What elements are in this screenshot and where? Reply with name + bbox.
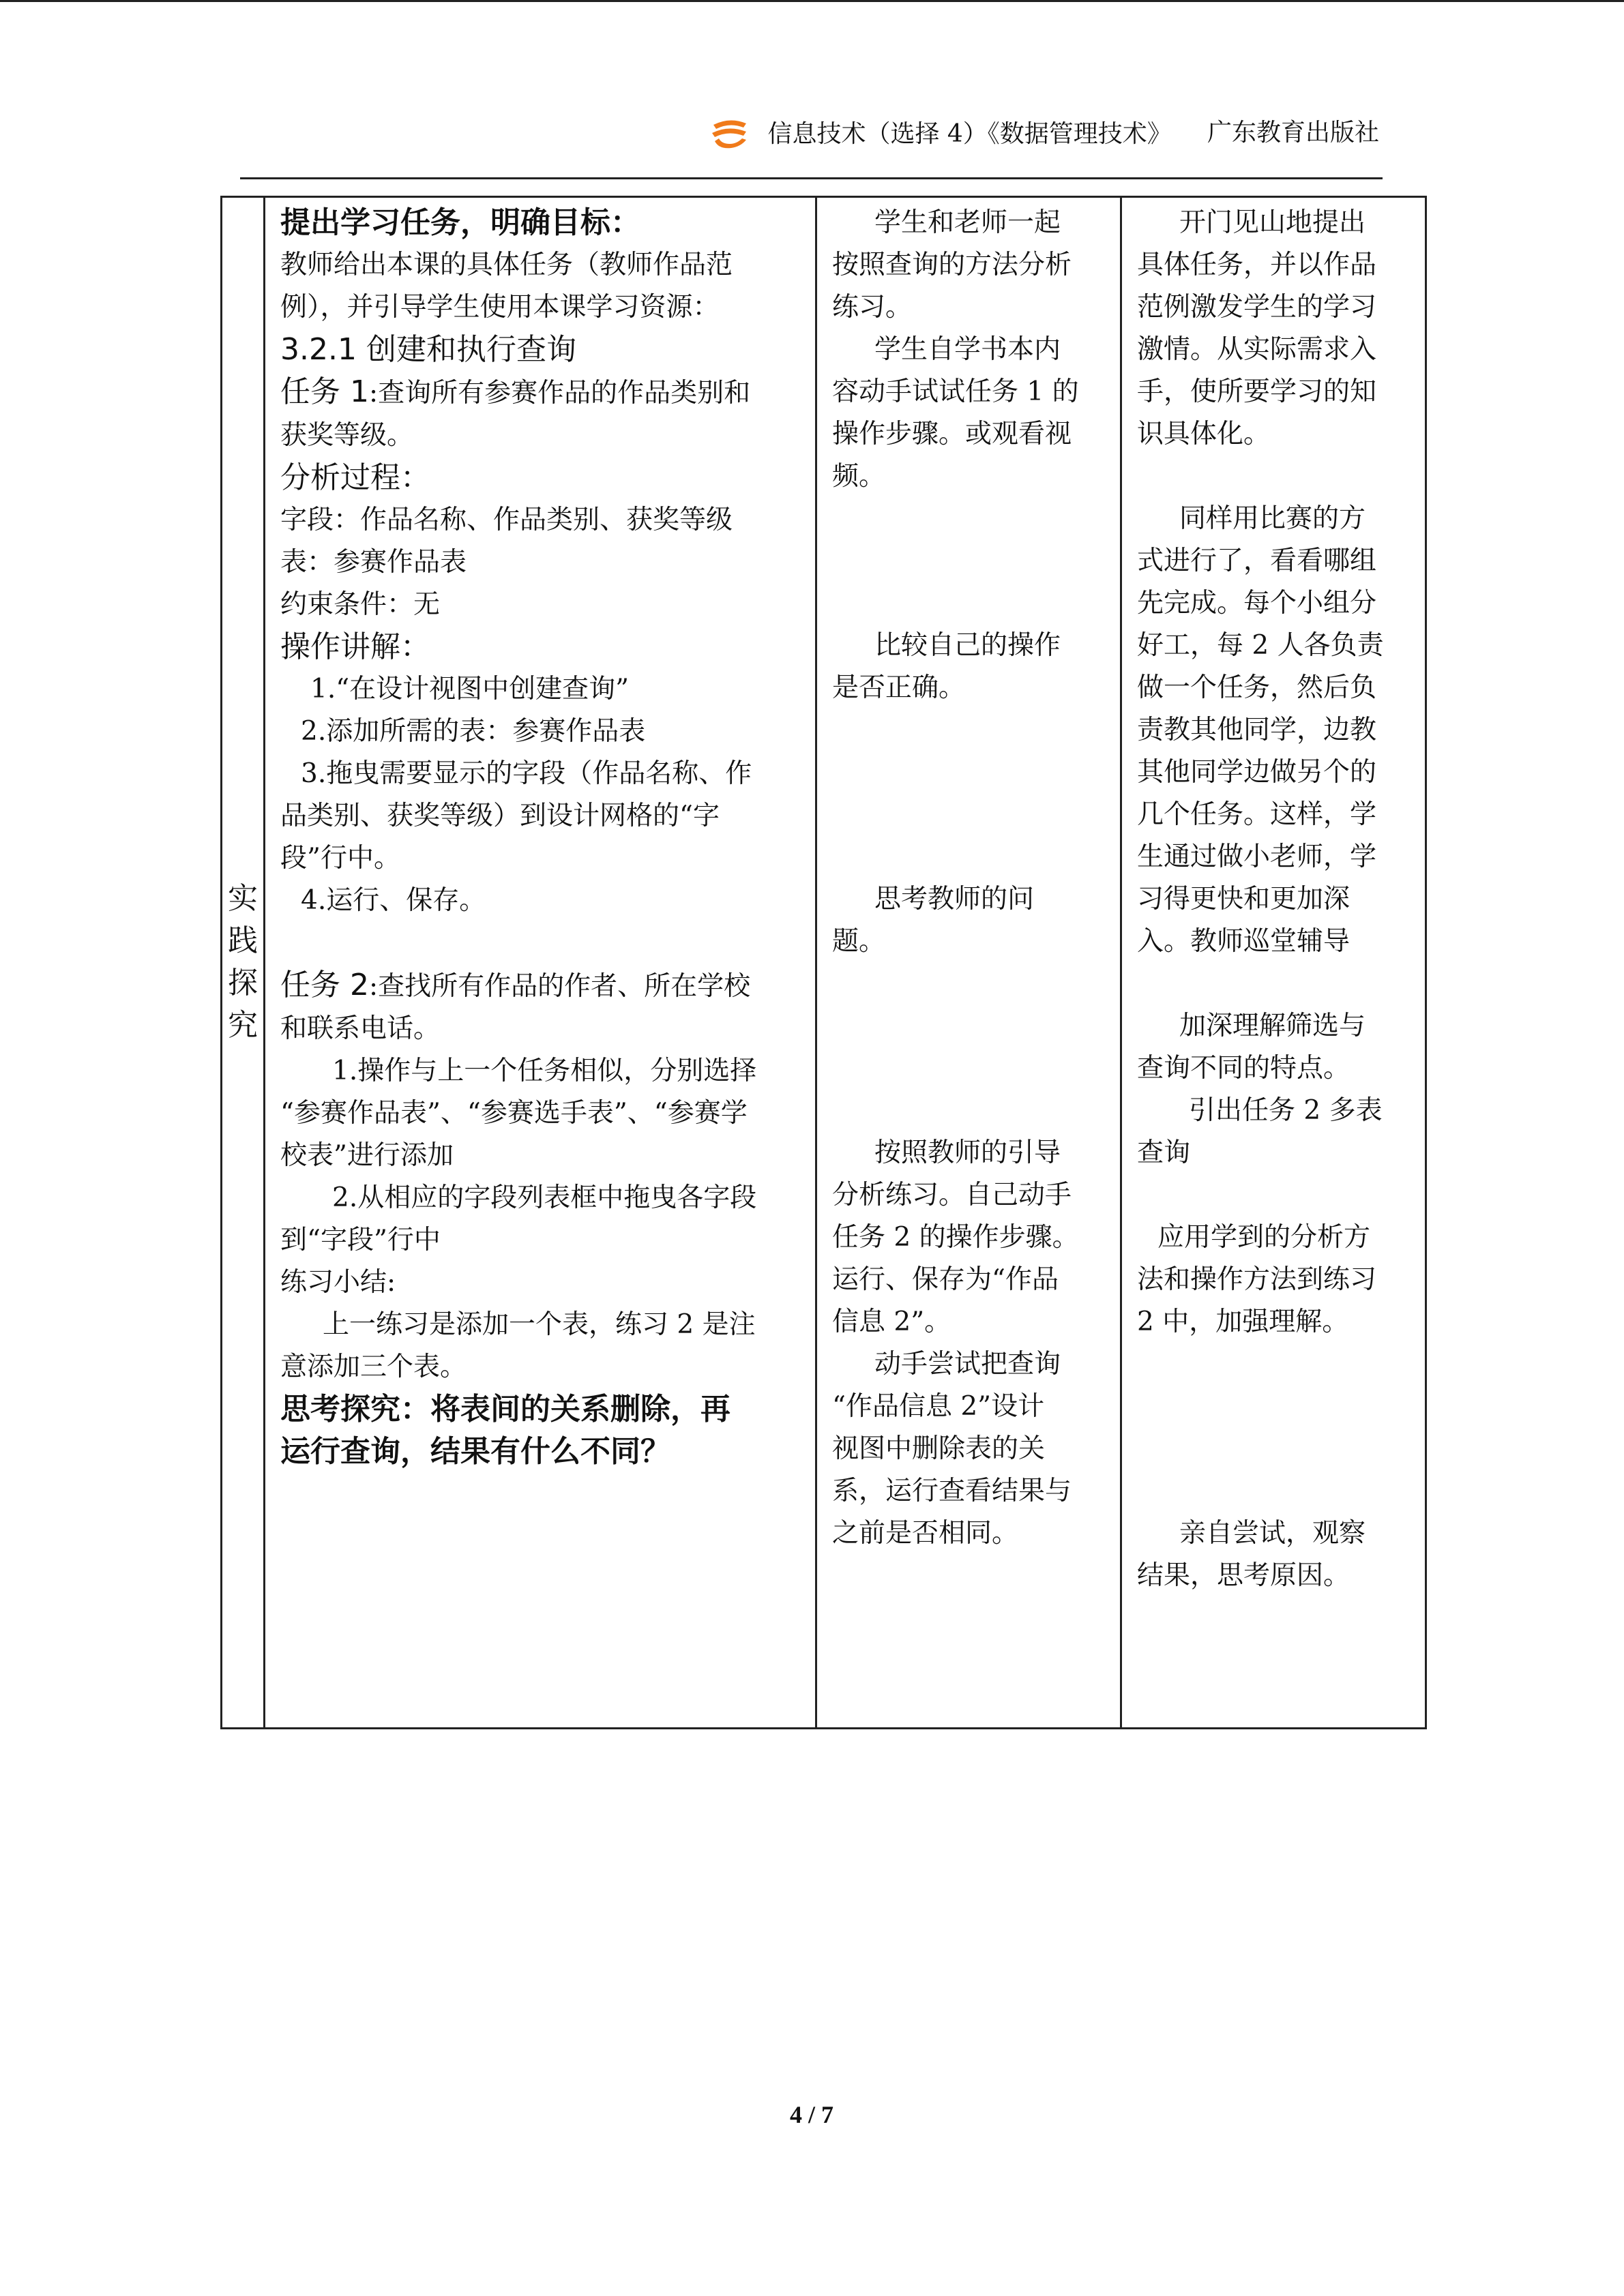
design-line: 加深理解筛选与: [1179, 1011, 1366, 1041]
spacer: [1137, 963, 1410, 1005]
spacer: [832, 582, 1105, 625]
stage-label: 实践探究: [228, 880, 258, 1043]
student-activity-cell: [816, 197, 1121, 1729]
fields-line: 字段：作品名称、作品类别、获奖等级: [280, 505, 733, 535]
design-line: 激情。从实际需求入: [1137, 334, 1377, 365]
task1-line: [280, 371, 800, 415]
header-rule: [240, 177, 1383, 179]
design-line: 查询: [1137, 1137, 1191, 1168]
spacer: [1137, 456, 1410, 498]
design-line: 做一个任务，然后负: [1137, 672, 1377, 703]
step-line: 4.运行、保存。: [301, 885, 486, 916]
spacer: [832, 836, 1105, 878]
step-line: 1.操作与上一个任务相似，分别选择: [332, 1056, 757, 1086]
stage-cell: [222, 197, 265, 1729]
student-line: 是否正确。: [832, 672, 966, 703]
step-line: 3.拖曳需要显示的字段（作品名称、作: [301, 758, 752, 789]
design-line: 应用学到的分析方: [1157, 1222, 1371, 1253]
design-line: 几个任务。这样，学: [1137, 799, 1377, 830]
task-heading: 提出学习任务，明确目标：: [280, 205, 640, 240]
task1-label: 任务 1: [280, 374, 369, 409]
student-line: 比较自己的操作: [874, 630, 1061, 661]
step-line: 校表”进行添加: [280, 1140, 454, 1171]
spacer: [832, 1090, 1105, 1132]
student-line: 信息 2”。: [832, 1307, 951, 1337]
design-line: 法和操作方法到练习: [1137, 1264, 1377, 1295]
table-row: [222, 197, 1426, 1729]
student-line: 思考教师的问: [874, 884, 1035, 914]
design-line: 手，使所要学习的知: [1137, 376, 1377, 407]
task2-line: 和联系电话。: [280, 1013, 441, 1044]
student-line: 按照查询的方法分析: [832, 250, 1072, 280]
constraint-line: 约束条件：无: [280, 589, 441, 620]
design-line: 入。教师巡堂辅导: [1137, 926, 1350, 957]
publisher-logo-icon: [709, 118, 750, 151]
student-line: 操作步骤。或观看视: [832, 419, 1072, 449]
analysis-heading: 分析过程：: [280, 460, 430, 495]
design-line: 开门见山地提出: [1179, 207, 1366, 238]
operation-heading: 操作讲解：: [280, 629, 430, 664]
task2-line: [280, 964, 800, 1008]
design-line: 式进行了，看看哪组: [1137, 546, 1377, 576]
spacer: [832, 963, 1105, 1005]
student-line: “作品信息 2”设计: [832, 1391, 1045, 1422]
spacer: [280, 922, 800, 964]
student-line: 学生和老师一起: [874, 207, 1061, 238]
student-line: 容动手试试任务 1 的: [832, 376, 1079, 407]
student-line: 分析练习。自己动手: [832, 1180, 1072, 1210]
student-line: 学生自学书本内: [874, 334, 1061, 365]
task1-line: 获奖等级。: [280, 420, 414, 451]
spacer: [832, 1005, 1105, 1047]
page-header: [709, 109, 1385, 157]
student-line: 视图中删除表的关: [832, 1433, 1046, 1464]
student-line: 动手尝试把查询: [874, 1349, 1061, 1380]
spacer: [1137, 1174, 1410, 1217]
spacer: [832, 709, 1105, 751]
publisher-name: 广东教育出版社: [1207, 119, 1380, 147]
student-line: 系，运行查看结果与: [832, 1476, 1072, 1506]
spacer: [832, 540, 1105, 582]
design-line: 同样用比赛的方: [1179, 503, 1366, 534]
step-line: 2.添加所需的表：参赛作品表: [301, 716, 646, 747]
think-question: 运行查询，结果有什么不同？: [280, 1434, 670, 1469]
task1-text: :查询所有参赛作品的作品类别和: [368, 378, 751, 408]
summary-label: 练习小结:: [280, 1267, 396, 1298]
book-title: 信息技术（选择 4）《数据管理技术》: [767, 120, 1172, 148]
design-line: 2 中，加强理解。: [1137, 1307, 1349, 1337]
step-line: 1.“在设计视图中创建查询”: [310, 674, 630, 704]
design-line: 引出任务 2 多表: [1189, 1095, 1383, 1126]
design-line: 范例激发学生的学习: [1137, 292, 1377, 323]
step-line: “参赛作品表”、“参赛选手表”、“参赛学: [280, 1098, 748, 1129]
design-line: 结果，思考原因。: [1137, 1560, 1350, 1591]
student-line: 任务 2 的操作步骤。: [832, 1222, 1079, 1253]
student-line: 按照教师的引导: [874, 1137, 1061, 1168]
step-line: 到“字段”行中: [280, 1225, 441, 1255]
student-line: 频。: [832, 461, 886, 492]
section-title: 3.2.1 创建和执行查询: [280, 332, 576, 367]
intro-line: 教师给出本课的具体任务（教师作品范: [280, 250, 733, 280]
design-line: 其他同学边做另个的: [1137, 757, 1377, 788]
design-line: 查询不同的特点。: [1137, 1053, 1350, 1084]
student-line: 练习。: [832, 292, 913, 323]
student-line: 运行、保存为“作品: [832, 1264, 1059, 1295]
spacer: [1137, 1470, 1410, 1512]
design-line: 亲自尝试，观察: [1179, 1518, 1366, 1549]
design-line: 具体任务，并以作品: [1137, 250, 1377, 280]
lesson-plan-table: [220, 196, 1427, 1729]
design-line: 习得更快和更加深: [1137, 884, 1350, 914]
spacer: [832, 498, 1105, 540]
spacer: [832, 1047, 1105, 1090]
teaching-content-cell: [265, 197, 816, 1729]
step-line: 品类别、获奖等级）到设计网格的“字: [280, 801, 720, 831]
intro-line: 例），并引导学生使用本课学习资源：: [280, 292, 720, 323]
summary-line: 上一练习是添加一个表，练习 2 是注: [323, 1309, 756, 1340]
student-line: 之前是否相同。: [832, 1518, 1019, 1549]
summary-line: 意添加三个表。: [280, 1352, 467, 1382]
spacer: [832, 794, 1105, 836]
think-question: 思考探究：将表间的关系删除，再: [280, 1392, 730, 1427]
design-intent-cell: [1121, 197, 1426, 1729]
design-line: 责教其他同学，边教: [1137, 715, 1377, 745]
spacer: [832, 751, 1105, 794]
step-line: 段”行中。: [280, 843, 400, 874]
step-line: 2.从相应的字段列表框中拖曳各字段: [332, 1182, 757, 1213]
spacer: [1137, 1343, 1410, 1386]
design-line: 好工，每 2 人各负责: [1137, 630, 1384, 661]
spacer: [1137, 1428, 1410, 1470]
page-number: 4 / 7: [789, 2101, 833, 2128]
design-line: 生通过做小老师，学: [1137, 841, 1377, 872]
task2-text: :查找所有作品的作者、所在学校: [368, 971, 751, 1002]
spacer: [1137, 1386, 1410, 1428]
task2-label: 任务 2: [280, 968, 369, 1002]
top-border-line: [0, 0, 1624, 2]
student-line: 题。: [832, 926, 886, 957]
design-line: 识具体化。: [1137, 419, 1271, 449]
table-line: 表：参赛作品表: [280, 547, 467, 578]
design-line: 先完成。每个小组分: [1137, 588, 1377, 618]
